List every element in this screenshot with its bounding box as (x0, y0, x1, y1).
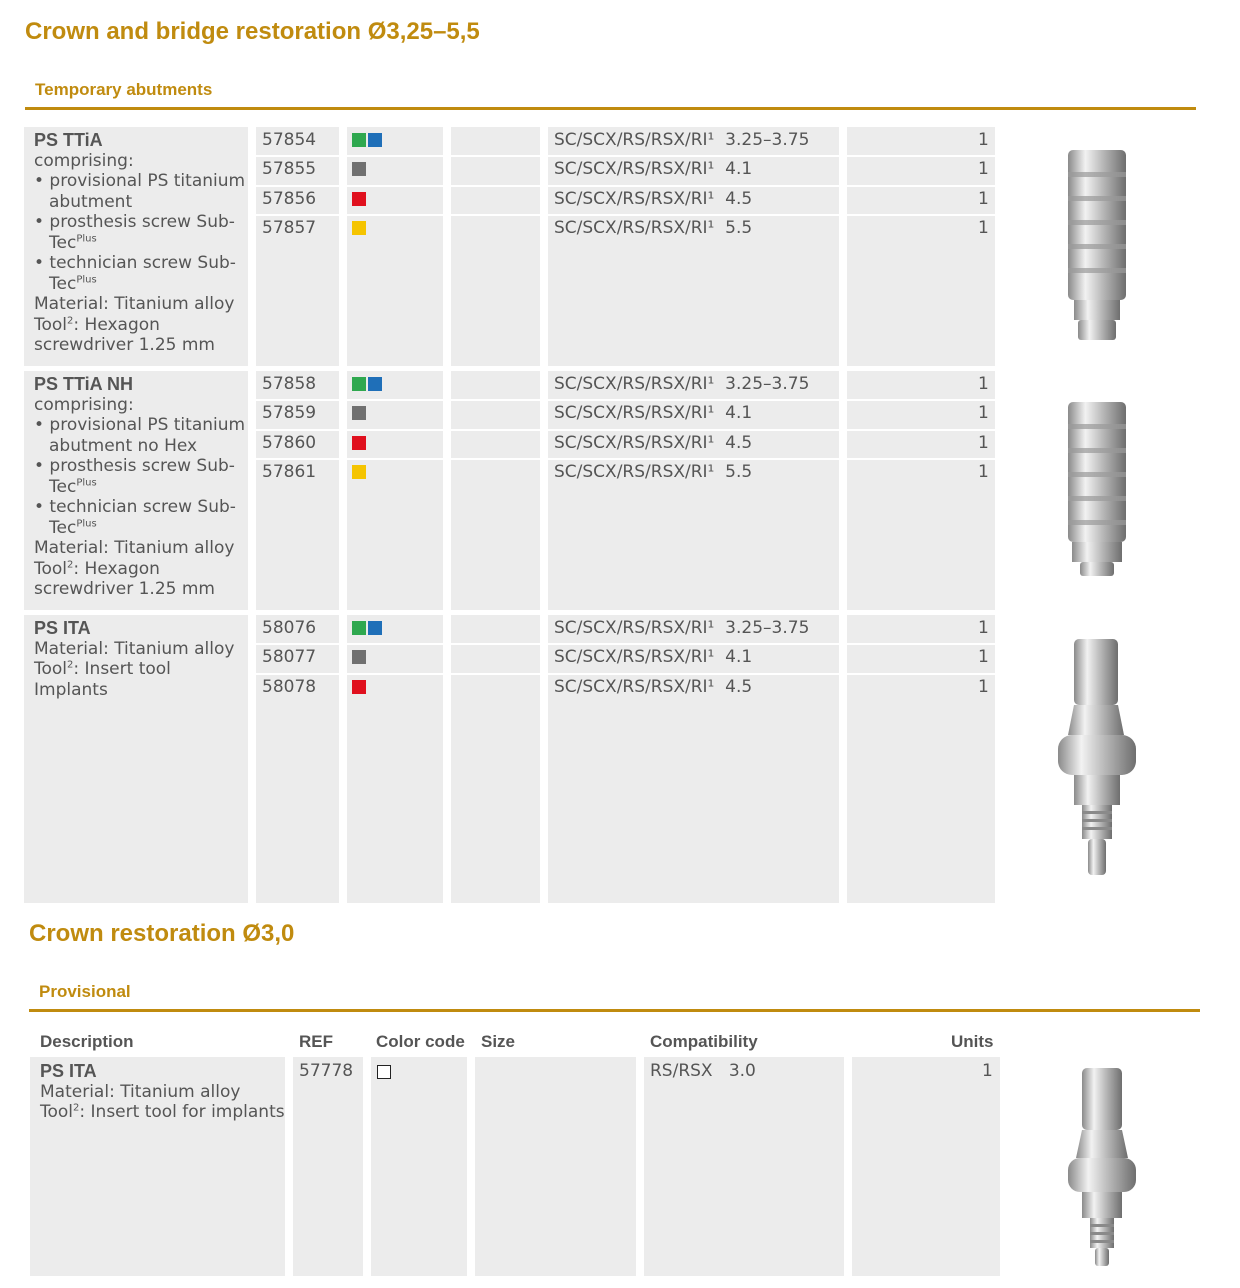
header-units: Units (951, 1032, 994, 1051)
product-compat: RS/RSX 3.0 (650, 1061, 756, 1081)
product-ref: 57778 (299, 1061, 354, 1081)
row-separator (451, 155, 540, 157)
group-description (34, 130, 248, 356)
description-bullet: • technician screw Sub-Tec$^{Plus}$ (34, 497, 236, 538)
row-separator (451, 673, 540, 675)
row-separator (847, 214, 995, 216)
abutment-ita-image (1052, 635, 1142, 880)
tool-line: Tool$^2$: Insert tool Implants (34, 659, 171, 700)
compatibility-value: SC/SCX/RS/RSX/RI¹ 3.25–3.75 (554, 374, 810, 394)
compatibility-value: SC/SCX/RS/RSX/RI¹ 4.1 (554, 647, 753, 667)
ref-number: 57860 (262, 433, 317, 453)
row-separator (256, 214, 339, 216)
row-separator (256, 643, 339, 645)
abutment-ita-3-0-image (1062, 1066, 1142, 1270)
compatibility-value: SC/SCX/RS/RSX/RI¹ 4.5 (554, 433, 753, 453)
description-bullet: • provisional PS titanium abutment no Hex (34, 415, 246, 456)
gold-divider-2 (29, 1009, 1200, 1012)
compatibility-value: SC/SCX/RS/RSX/RI¹ 4.1 (554, 159, 753, 179)
color-swatch (352, 192, 366, 206)
ref-column (293, 1057, 363, 1276)
ref-number: 57858 (262, 374, 317, 394)
compatibility-value: SC/SCX/RS/RSX/RI¹ 4.5 (554, 677, 753, 697)
compatibility-value: SC/SCX/RS/RSX/RI¹ 4.5 (554, 189, 753, 209)
ref-number: 58077 (262, 647, 317, 667)
abutment-ttia-image (1060, 148, 1136, 344)
units-column-group-3 (847, 615, 995, 903)
units-value: 1 (978, 130, 989, 150)
section-subtitle: Temporary abutments (35, 80, 213, 99)
row-separator (347, 155, 443, 157)
header-ref: REF (299, 1032, 333, 1051)
row-separator (548, 214, 839, 216)
units-value: 1 (978, 159, 989, 179)
compatibility-value: SC/SCX/RS/RSX/RI¹ 3.25–3.75 (554, 618, 810, 638)
compatibility-value: SC/SCX/RS/RSX/RI¹ 4.1 (554, 403, 753, 423)
units-value: 1 (978, 189, 989, 209)
header-compatibility: Compatibility (650, 1032, 758, 1051)
row-separator (847, 399, 995, 401)
material-line: Material: Titanium alloy (34, 294, 235, 314)
row-separator (847, 429, 995, 431)
row-separator (347, 185, 443, 187)
color-swatch (352, 465, 366, 479)
row-separator (256, 155, 339, 157)
units-value: 1 (978, 618, 989, 638)
size-column (475, 1057, 636, 1276)
color-swatch (352, 621, 366, 635)
row-separator (347, 458, 443, 460)
group-name: PS ITA (34, 618, 91, 638)
row-separator (548, 429, 839, 431)
row-separator (256, 185, 339, 187)
compatibility-column (644, 1057, 844, 1276)
row-separator (451, 214, 540, 216)
ref-number: 57855 (262, 159, 317, 179)
row-separator (347, 399, 443, 401)
size-column-group-3 (451, 615, 540, 903)
header-color-code: Color code (376, 1032, 465, 1051)
units-value: 1 (978, 462, 989, 482)
compatibility-value: SC/SCX/RS/RSX/RI¹ 5.5 (554, 462, 753, 482)
row-separator (347, 214, 443, 216)
ref-number: 57861 (262, 462, 317, 482)
row-separator (451, 643, 540, 645)
row-separator (548, 643, 839, 645)
row-separator (347, 673, 443, 675)
tool-line: Tool$^2$: Hexagon screwdriver 1.25 mm (34, 558, 215, 599)
size-column-group-1 (451, 127, 540, 366)
description-bullet: • prosthesis screw Sub-Tec$^{Plus}$ (34, 212, 235, 253)
product-name: PS ITA (40, 1061, 97, 1081)
color-swatch (352, 650, 366, 664)
color-swatch (368, 377, 382, 391)
header-size: Size (481, 1032, 516, 1051)
row-separator (451, 429, 540, 431)
row-separator (548, 185, 839, 187)
material-line: Material: Titanium alloy (34, 638, 235, 659)
product-material: Material: Titanium alloy (40, 1081, 241, 1102)
row-separator (847, 185, 995, 187)
color-swatch-outline (377, 1065, 391, 1079)
group-name: PS TTiA (34, 130, 103, 150)
row-separator (847, 155, 995, 157)
units-value: 1 (978, 433, 989, 453)
row-separator (256, 673, 339, 675)
units-value: 1 (978, 218, 989, 238)
row-separator (548, 673, 839, 675)
row-separator (548, 155, 839, 157)
section2-subtitle: Provisional (39, 982, 131, 1001)
row-separator (451, 185, 540, 187)
row-separator (347, 643, 443, 645)
product-description (40, 1061, 285, 1123)
row-separator (256, 458, 339, 460)
color-swatch (352, 221, 366, 235)
ref-number: 57859 (262, 403, 317, 423)
units-column-group-2 (847, 371, 995, 610)
group-name: PS TTiA NH (34, 374, 134, 394)
row-separator (847, 673, 995, 675)
units-value: 1 (978, 677, 989, 697)
row-separator (847, 643, 995, 645)
ref-number: 57854 (262, 130, 317, 150)
description-line: comprising: (34, 150, 134, 171)
color-column (371, 1057, 467, 1276)
row-separator (451, 399, 540, 401)
ref-number: 57856 (262, 189, 317, 209)
description-bullet: • provisional PS titanium abutment (34, 171, 246, 212)
product-tool: Tool$^2$: Insert tool for implants (40, 1102, 285, 1122)
row-separator (847, 458, 995, 460)
size-column-group-2 (451, 371, 540, 610)
units-column (852, 1057, 1000, 1276)
color-swatch (352, 436, 366, 450)
units-value: 1 (978, 374, 989, 394)
color-swatch (352, 406, 366, 420)
tool-line: Tool$^2$: Hexagon screwdriver 1.25 mm (34, 314, 215, 355)
header-description: Description (40, 1032, 134, 1051)
row-separator (548, 399, 839, 401)
units-value: 1 (978, 403, 989, 423)
color-swatch (352, 680, 366, 694)
color-swatch (352, 377, 366, 391)
description-line: comprising: (34, 394, 134, 415)
description-bullet: • technician screw Sub-Tec$^{Plus}$ (34, 253, 236, 294)
gold-divider (25, 107, 1196, 110)
section2-title: Crown restoration Ø3,0 (29, 920, 295, 947)
compatibility-value: SC/SCX/RS/RSX/RI¹ 3.25–3.75 (554, 130, 810, 150)
color-swatch (352, 133, 366, 147)
color-swatch (368, 621, 382, 635)
product-units: 1 (982, 1061, 993, 1081)
group-description (34, 618, 248, 700)
ref-number: 58078 (262, 677, 317, 697)
ref-number: 57857 (262, 218, 317, 238)
compatibility-value: SC/SCX/RS/RSX/RI¹ 5.5 (554, 218, 753, 238)
color-swatch (368, 133, 382, 147)
units-value: 1 (978, 647, 989, 667)
abutment-ttia-nh-image (1060, 400, 1136, 580)
units-column-group-1 (847, 127, 995, 366)
row-separator (347, 429, 443, 431)
description-bullet: • prosthesis screw Sub-Tec$^{Plus}$ (34, 456, 235, 497)
row-separator (256, 429, 339, 431)
row-separator (548, 458, 839, 460)
group-description (34, 374, 248, 600)
row-separator (451, 458, 540, 460)
material-line: Material: Titanium alloy (34, 538, 235, 558)
row-separator (256, 399, 339, 401)
color-swatch (352, 162, 366, 176)
section-title: Crown and bridge restoration Ø3,25–5,5 (25, 18, 480, 45)
ref-number: 58076 (262, 618, 317, 638)
